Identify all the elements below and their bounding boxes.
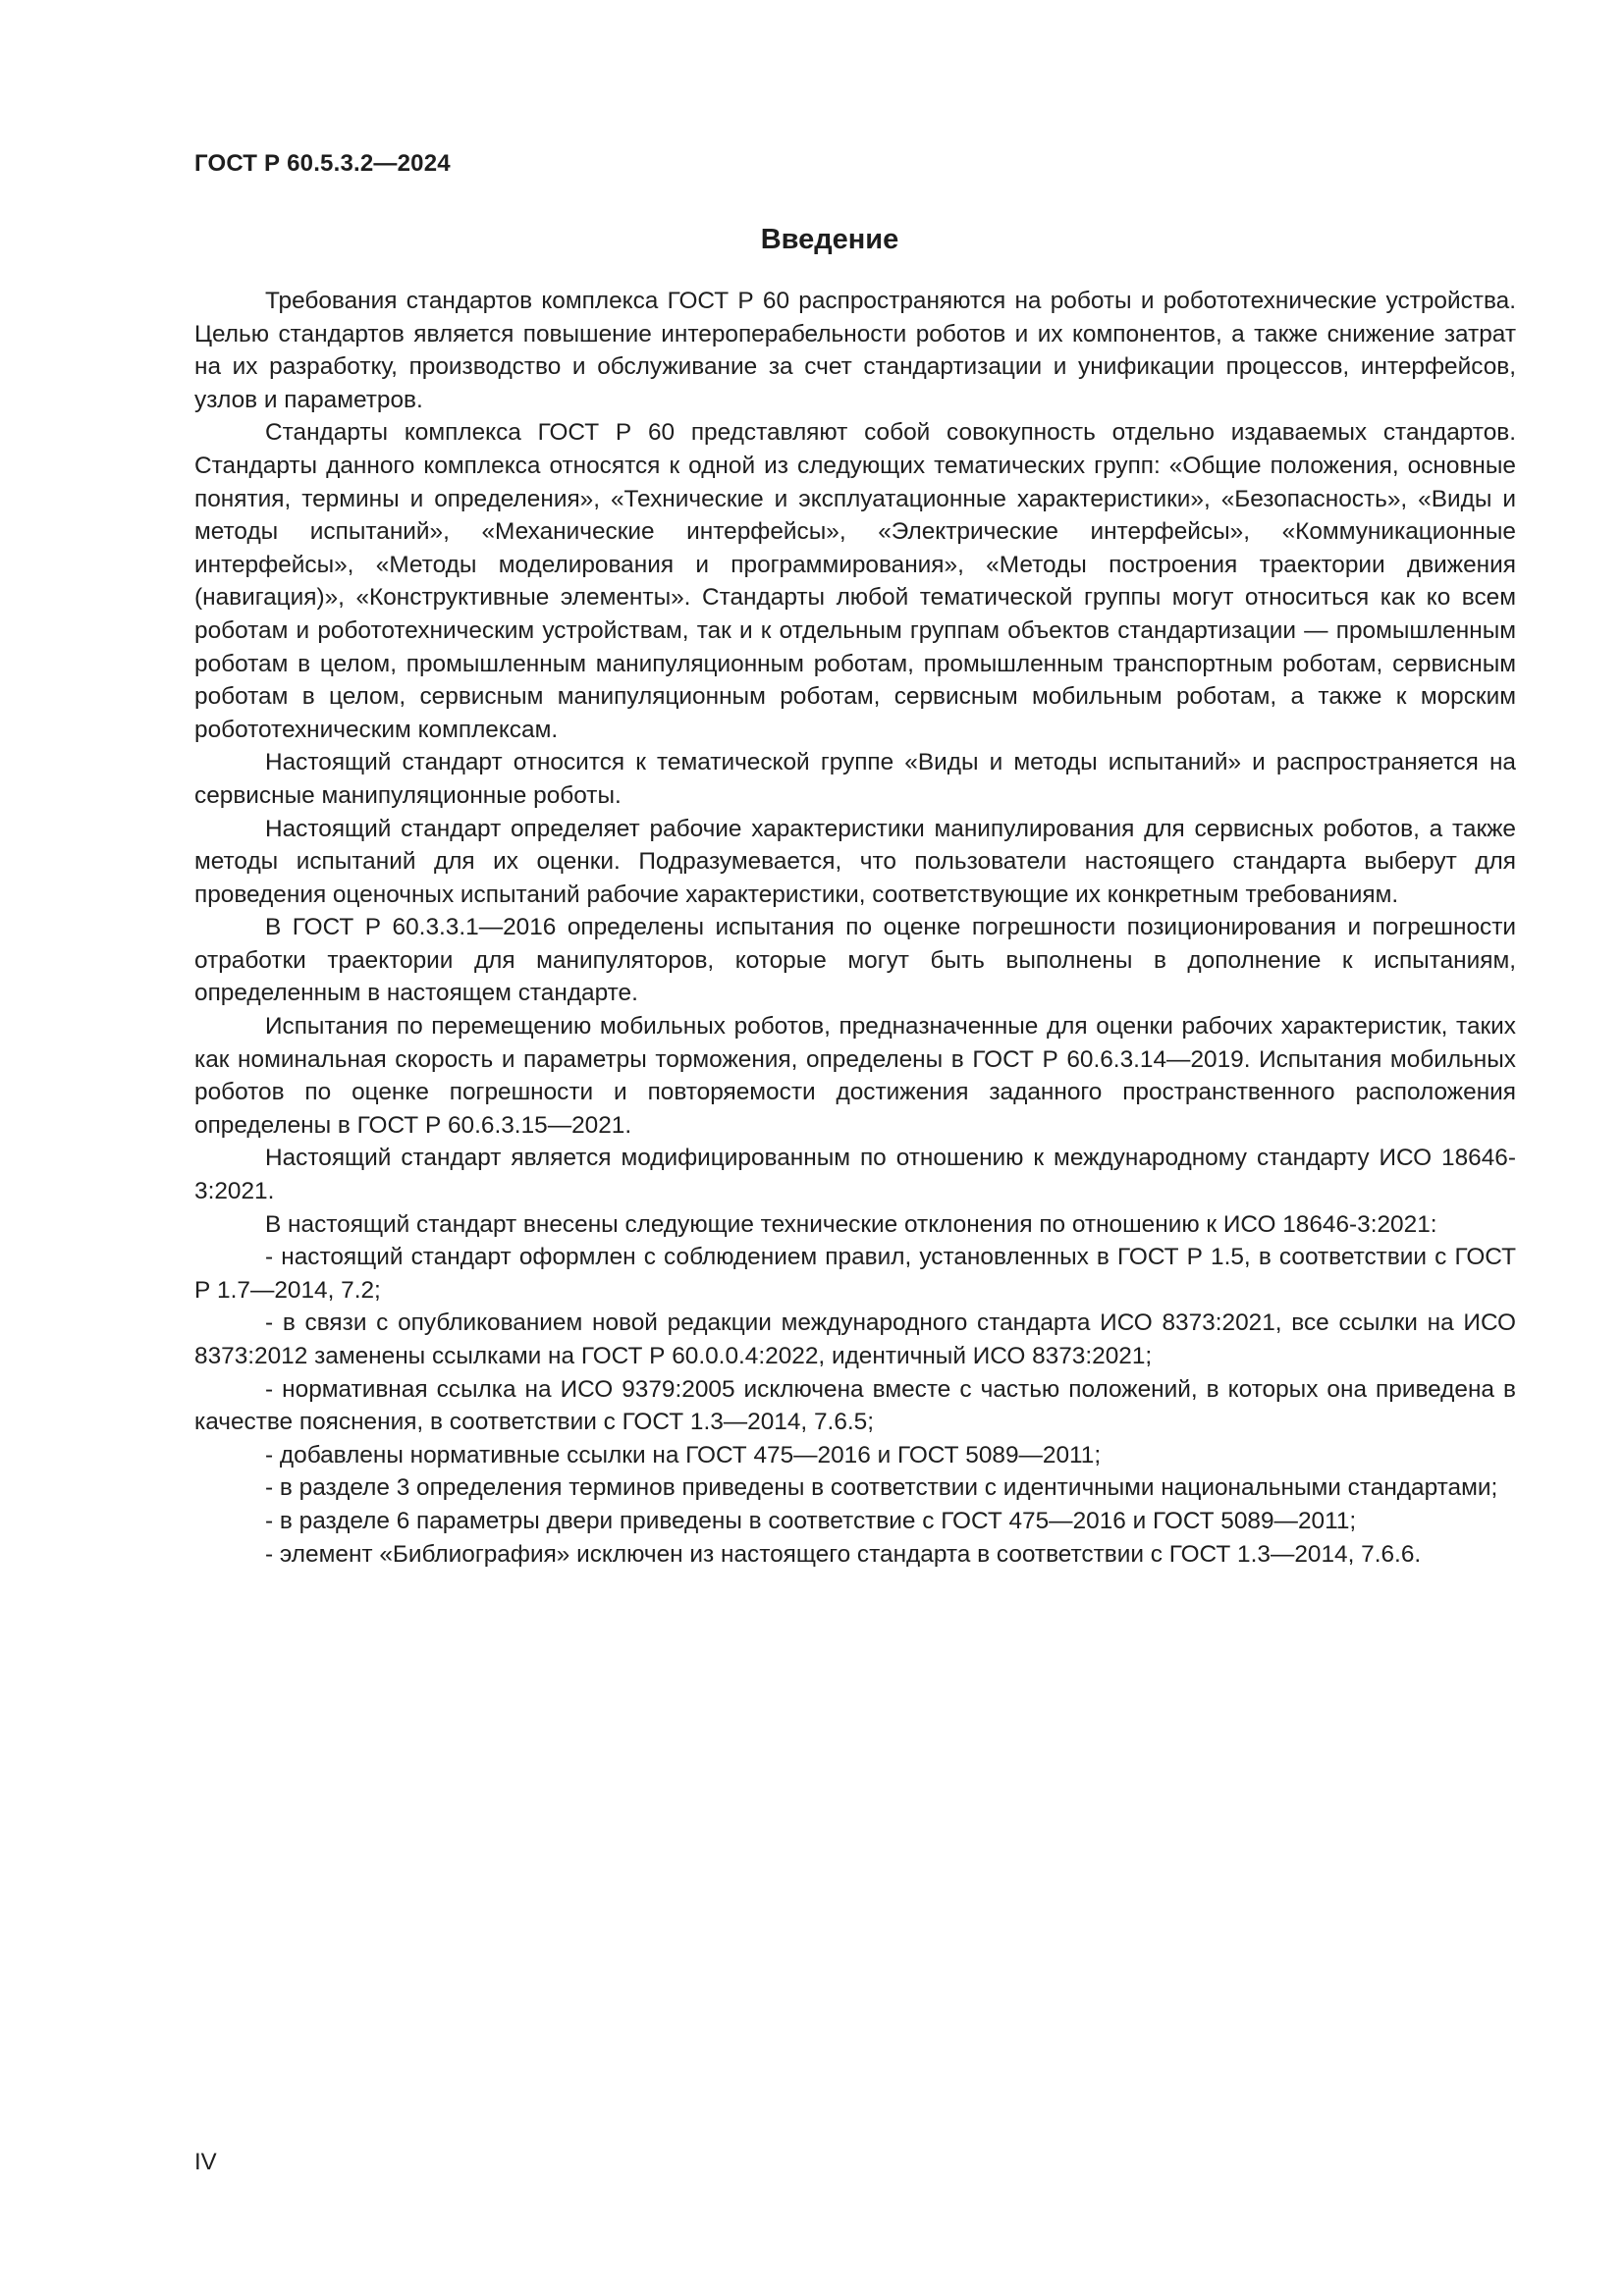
paragraph-complex-structure: Стандарты комплекса ГОСТ Р 60 представляют собой совокупность отдельно издаваемых стандартов. Стандарты данного комплекса относятся к одной из следующих тематических групп: «Общие положения, основные понятия, термины и определения», «Технические и эксплуатационные характеристики», «Безопасность», «Виды и методы испытаний», «Механические интерфейсы», «Электрические интерфейсы», «Коммуникационные интерфейсы», «Методы моделирования и программирования», «Методы построения траектории движения (навигация)», «Конструктивные элементы». Стандарты любой тематической группы могут относиться как ко всем роботам и робототехническим устройствам, так и к отдельным группам объектов стандартизации — промышленным роботам в целом, промышленным манипуляционным роботам, промышленным транспортным роботам, сервисным роботам в целом, сервисным манипуляционным роботам, сервисным мобильным роботам, а также к морским робототехническим комплексам. [194,419,1516,743]
deviation-list-item: - в связи с опубликованием новой редакции международного стандарта ИСО 8373:2021, все ссылки на ИСО 8373:2012 заменены ссылками на ГОСТ Р 60.0.0.4:2022, идентичный ИСО 8373:2021; [194,1309,1516,1369]
document-code-header: ГОСТ Р 60.5.3.2—2024 [194,150,451,177]
paragraph-positioning-tests: В ГОСТ Р 60.3.3.1—2016 определены испытания по оценке погрешности позиционирования и погрешности отработки траектории для манипуляторов, которые могут быть выполнены в дополнение к испытаниям, определенным в настоящем стандарте. [194,914,1516,1007]
deviation-list-item: - настоящий стандарт оформлен с соблюдением правил, установленных в ГОСТ Р 1.5, в соответствии с ГОСТ Р 1.7—2014, 7.2; [194,1244,1516,1304]
paragraph-scope: Требования стандартов комплекса ГОСТ Р 60 распространяются на роботы и робототехнические устройства. Целью стандартов является повышение интероперабельности роботов и их компонентов, а также снижение затрат на их разработку, производство и обслуживание за счет стандартизации и унификации процессов, интерфейсов, узлов и параметров. [194,288,1516,413]
deviation-list-item: - в разделе 3 определения терминов приведены в соответствии с идентичными национальными стандартами; [265,1474,1498,1502]
deviation-list-item: - элемент «Библиография» исключен из настоящего стандарта в соответствии с ГОСТ 1.3—2014, 7.6.6. [265,1540,1422,1568]
section-title: Введение [760,224,899,255]
paragraph-thematic-group: Настоящий стандарт относится к тематической группе «Виды и методы испытаний» и распространяется на сервисные манипуляционные роботы. [194,749,1516,809]
paragraph-deviations-intro: В настоящий стандарт внесены следующие технические отклонения по отношению к ИСО 18646-3:2021: [265,1210,1437,1238]
paragraph-mobile-tests: Испытания по перемещению мобильных роботов, предназначенные для оценки рабочих характеристик, таких как номинальная скорость и параметры торможения, определены в ГОСТ Р 60.6.3.14—2019. Испытания мобильных роботов по оценке погрешности и повторяемости достижения заданного пространственного расположения определены в ГОСТ Р 60.6.3.15—2021. [194,1013,1516,1139]
introduction-body [194,285,1516,1571]
page-number: IV [194,2149,217,2175]
deviation-list-item: - в разделе 6 параметры двери приведены в соответствие с ГОСТ 475—2016 и ГОСТ 5089—2011; [265,1507,1357,1534]
deviation-list-item: - добавлены нормативные ссылки на ГОСТ 475—2016 и ГОСТ 5089—2011; [265,1441,1102,1468]
paragraph-modified-standard: Настоящий стандарт является модифицированным по отношению к международному стандарту ИСО 18646-3:2021. [194,1145,1516,1205]
paragraph-purpose: Настоящий стандарт определяет рабочие характеристики манипулирования для сервисных роботов, а также методы испытаний для их оценки. Подразумевается, что пользователи настоящего стандарта выберут для проведения оценочных испытаний рабочие характеристики, соответствующие их конкретным требованиям. [194,815,1516,908]
deviation-list-item: - нормативная ссылка на ИСО 9379:2005 исключена вместе с частью положений, в которых она приведена в качестве пояснения, в соответствии с ГОСТ 1.3—2014, 7.6.5; [194,1375,1516,1436]
